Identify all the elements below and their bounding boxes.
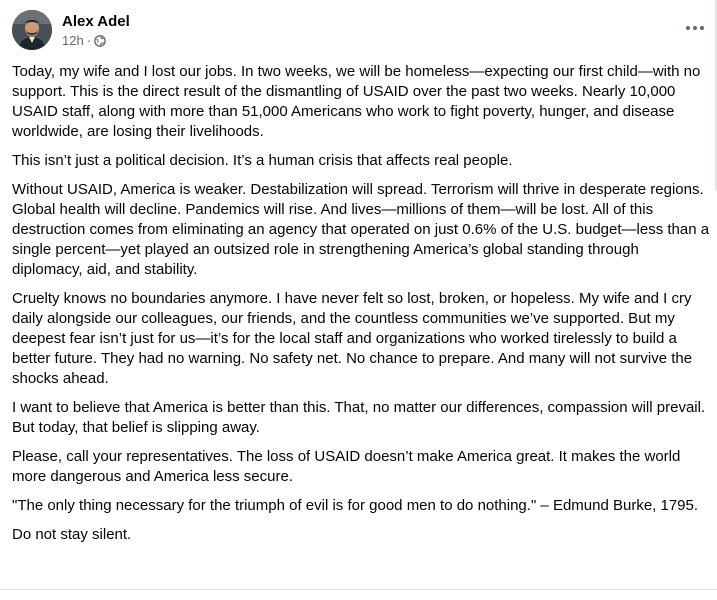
post-timestamp[interactable]: 12h [62, 32, 84, 48]
post-paragraph: "The only thing necessary for the triumph of evil is for good men to do nothing." – Edmund Burke, 1795. [12, 497, 699, 514]
separator-dot: · [86, 32, 92, 48]
more-dot [693, 26, 697, 30]
more-dot [700, 26, 704, 30]
more-dot [686, 26, 690, 30]
post-subline [62, 33, 130, 49]
author-name[interactable]: Alex Adel [62, 12, 130, 30]
more-options-icon[interactable] [681, 18, 709, 38]
post-paragraph: I want to believe that America is better than this. That, no matter our differences, compassion will prevail. But today, that belief is slipping away. [12, 399, 706, 436]
globe-icon[interactable] [94, 35, 106, 47]
post-paragraph: Cruelty knows no boundaries anymore. I have never felt so lost, broken, or hopeless. My wife and I cry daily alongside our colleagues, our friends, and the countless communities we’ve supported. But my deepest fear isn’t just for us—it’s for the local staff and organizations who worked tirelessly to build a better future. They had no warning. No safety net. No chance to prepare. And many will not survive the shocks ahead. [12, 290, 693, 387]
post-paragraph: This isn’t just a political decision. It’s a human crisis that affects real people. [12, 152, 513, 169]
post-paragraph: Do not stay silent. [12, 526, 132, 543]
post-header [12, 10, 130, 50]
post-meta [62, 12, 130, 49]
divider [0, 589, 717, 590]
post-paragraph: Please, call your representatives. The loss of USAID doesn’t make America great. It makes the world more dangerous and America less secure. [12, 448, 681, 485]
post-body [12, 62, 712, 554]
post-paragraph: Today, my wife and I lost our jobs. In two weeks, we will be homeless—expecting our first child—with no support. This is the direct result of the dismantling of USAID over the past two weeks. Nearly 10,000 USAID staff, along with more than 51,000 Americans who work to fight poverty, hunger, and disease worldwide, are losing their livelihoods. [12, 63, 701, 140]
avatar[interactable] [12, 10, 52, 50]
post-paragraph: Without USAID, America is weaker. Destabilization will spread. Terrorism will thrive in desperate regions. Global health will decline. Pandemics will rise. And lives—millions of them—will be lost. All of this destruction comes from eliminating an agency that operated on just 0.6% of the U.S. budget—less than a single percent—yet played an outsized role in strengthening America’s global standing through diplomacy, aid, and stability. [12, 181, 710, 278]
